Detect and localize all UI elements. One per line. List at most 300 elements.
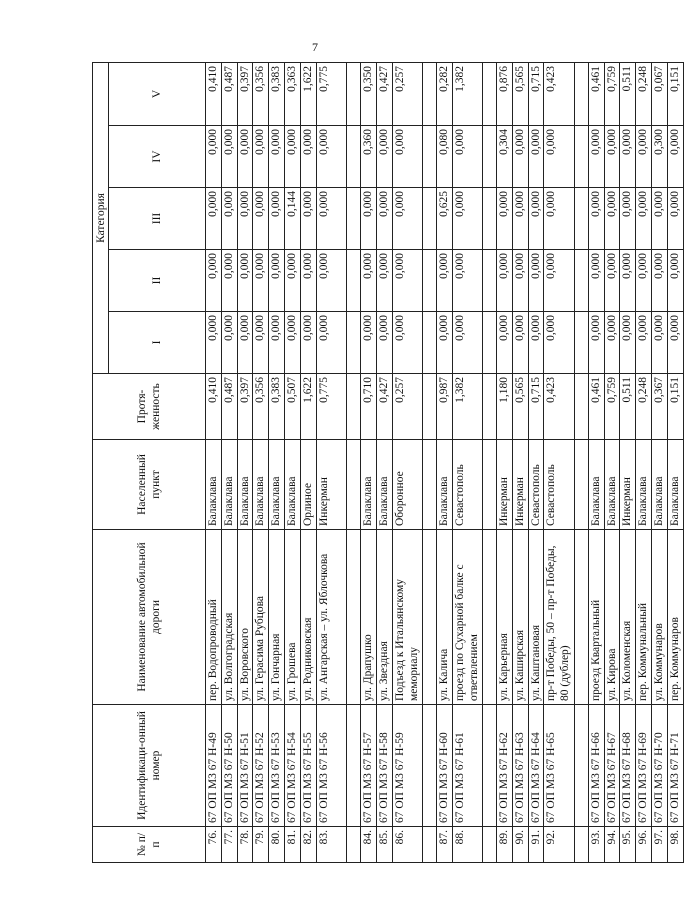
row-category-5: 0,350 — [360, 62, 376, 125]
table-row — [300, 62, 316, 862]
table-row — [620, 62, 636, 862]
row-category-3: 0,000 — [206, 188, 222, 250]
row-number: 86. — [392, 827, 423, 863]
row-category-2: 0,000 — [360, 250, 376, 312]
row-road-name: пер. Водопроводный — [206, 530, 222, 705]
row-settlement: Инкерман — [620, 440, 636, 530]
row-category-4: 0,000 — [544, 126, 575, 188]
row-category-2: 0,000 — [316, 250, 347, 312]
row-number: 84. — [360, 827, 376, 863]
row-category-5: 1,382 — [452, 62, 483, 125]
row-road-name: ул. Драпушко — [360, 530, 376, 705]
row-category-3: 0,000 — [376, 188, 392, 250]
row-road-name: ул. Гончарная — [269, 530, 285, 705]
spacer-cell — [483, 440, 497, 530]
row-number: 97. — [652, 827, 668, 863]
row-number: 91. — [528, 827, 544, 863]
row-category-3: 0,000 — [667, 188, 683, 250]
row-category-4: 0,000 — [300, 126, 316, 188]
row-length: 0,397 — [237, 374, 253, 440]
row-category-1: 0,000 — [512, 312, 528, 374]
row-category-4: 0,000 — [528, 126, 544, 188]
row-settlement: Севастополь — [528, 440, 544, 530]
row-category-5: 0,410 — [206, 62, 222, 125]
row-road-name: ул. Коммунаров — [652, 530, 668, 705]
row-length: 0,410 — [206, 374, 222, 440]
row-settlement: Орлиное — [300, 440, 316, 530]
table-header — [93, 62, 206, 862]
row-category-2: 0,000 — [221, 250, 237, 312]
row-id: 67 ОП М3 67 Н-52 — [253, 705, 269, 827]
row-category-1: 0,000 — [285, 312, 301, 374]
row-category-1: 0,000 — [392, 312, 423, 374]
row-category-3: 0,144 — [285, 188, 301, 250]
row-length: 0,367 — [652, 374, 668, 440]
header-cat-4: IV — [109, 126, 206, 188]
spacer-cell — [575, 374, 589, 440]
spacer-cell — [423, 62, 437, 125]
row-number: 82. — [300, 827, 316, 863]
row-length: 0,427 — [376, 374, 392, 440]
spacer-cell — [575, 312, 589, 374]
row-id: 67 ОП М3 67 Н-57 — [360, 705, 376, 827]
row-category-2: 0,000 — [206, 250, 222, 312]
row-category-4: 0,300 — [652, 126, 668, 188]
row-category-2: 0,000 — [652, 250, 668, 312]
group-spacer — [347, 62, 361, 862]
row-category-3: 0,000 — [221, 188, 237, 250]
spacer-cell — [483, 705, 497, 827]
row-length: 0,257 — [392, 374, 423, 440]
header-cat-3: III — [109, 188, 206, 250]
row-category-3: 0,000 — [588, 188, 604, 250]
row-category-3: 0,000 — [269, 188, 285, 250]
row-category-5: 1,622 — [300, 62, 316, 125]
row-category-1: 0,000 — [528, 312, 544, 374]
row-category-2: 0,000 — [436, 250, 452, 312]
row-category-5: 0,356 — [253, 62, 269, 125]
header-cat-2: II — [109, 250, 206, 312]
table-row — [316, 62, 347, 862]
row-category-1: 0,000 — [652, 312, 668, 374]
row-number: 76. — [206, 827, 222, 863]
row-category-2: 0,000 — [237, 250, 253, 312]
row-settlement: Балаклава — [285, 440, 301, 530]
row-category-1: 0,000 — [436, 312, 452, 374]
row-category-1: 0,000 — [221, 312, 237, 374]
row-category-5: 0,427 — [376, 62, 392, 125]
spacer-cell — [483, 827, 497, 863]
row-length: 0,383 — [269, 374, 285, 440]
row-id: 67 ОП М3 67 Н-53 — [269, 705, 285, 827]
row-category-1: 0,000 — [620, 312, 636, 374]
row-category-4: 0,000 — [285, 126, 301, 188]
spacer-cell — [483, 126, 497, 188]
row-category-1: 0,000 — [253, 312, 269, 374]
spacer-cell — [483, 188, 497, 250]
row-category-4: 0,000 — [604, 126, 620, 188]
spacer-cell — [423, 126, 437, 188]
spacer-cell — [347, 62, 361, 125]
row-id: 67 ОП М3 67 Н-67 — [604, 705, 620, 827]
table-row — [588, 62, 604, 862]
row-category-1: 0,000 — [269, 312, 285, 374]
row-category-3: 0,000 — [253, 188, 269, 250]
row-category-4: 0,000 — [269, 126, 285, 188]
row-category-1: 0,000 — [636, 312, 652, 374]
table-row — [497, 62, 513, 862]
row-settlement: Балаклава — [206, 440, 222, 530]
row-category-5: 0,565 — [512, 62, 528, 125]
row-category-2: 0,000 — [620, 250, 636, 312]
table-row — [652, 62, 668, 862]
row-id: 67 ОП М3 67 Н-58 — [376, 705, 392, 827]
row-category-3: 0,000 — [652, 188, 668, 250]
row-length: 1,382 — [452, 374, 483, 440]
row-road-name: пер. Коммунальный — [636, 530, 652, 705]
row-category-5: 0,282 — [436, 62, 452, 125]
table-row — [237, 62, 253, 862]
row-category-5: 0,257 — [392, 62, 423, 125]
row-settlement: Балаклава — [436, 440, 452, 530]
row-road-name: ул. Каширская — [512, 530, 528, 705]
row-length: 0,461 — [588, 374, 604, 440]
row-road-name: ул. Кирова — [604, 530, 620, 705]
row-category-2: 0,000 — [528, 250, 544, 312]
table-row — [360, 62, 376, 862]
table-row — [452, 62, 483, 862]
spacer-cell — [347, 250, 361, 312]
row-category-4: 0,000 — [620, 126, 636, 188]
row-settlement: Балаклава — [588, 440, 604, 530]
spacer-cell — [423, 530, 437, 705]
row-road-name: проезд по Сухарной балке с ответвлением — [452, 530, 483, 705]
spacer-cell — [423, 312, 437, 374]
row-category-4: 0,000 — [206, 126, 222, 188]
table-row — [604, 62, 620, 862]
row-settlement: Балаклава — [636, 440, 652, 530]
header-cat-5: V — [109, 62, 206, 125]
spacer-cell — [575, 62, 589, 125]
table-row — [667, 62, 683, 862]
table-row — [512, 62, 528, 862]
row-length: 0,248 — [636, 374, 652, 440]
row-category-1: 0,000 — [237, 312, 253, 374]
row-length: 0,759 — [604, 374, 620, 440]
row-length: 1,180 — [497, 374, 513, 440]
row-category-5: 0,775 — [316, 62, 347, 125]
group-spacer — [423, 62, 437, 862]
row-category-2: 0,000 — [636, 250, 652, 312]
row-length: 0,487 — [221, 374, 237, 440]
row-number: 94. — [604, 827, 620, 863]
row-number: 90. — [512, 827, 528, 863]
spacer-cell — [483, 312, 497, 374]
row-category-4: 0,080 — [436, 126, 452, 188]
row-road-name: ул. Волгоградская — [221, 530, 237, 705]
row-settlement: Балаклава — [667, 440, 683, 530]
row-number: 79. — [253, 827, 269, 863]
roads-table — [92, 62, 684, 863]
spacer-cell — [575, 530, 589, 705]
header-id: Идентификаци-онный номер — [93, 705, 206, 827]
header-name: Наименование автомобильной дороги — [93, 530, 206, 705]
row-id: 67 ОП М3 67 Н-61 — [452, 705, 483, 827]
spacer-cell — [423, 374, 437, 440]
row-road-name: пр-т Победы, 50 – пр-т Победы, 80 (дублер) — [544, 530, 575, 705]
row-id: 67 ОП М3 67 Н-63 — [512, 705, 528, 827]
row-category-4: 0,000 — [221, 126, 237, 188]
table-row — [528, 62, 544, 862]
row-category-1: 0,000 — [316, 312, 347, 374]
row-category-2: 0,000 — [300, 250, 316, 312]
table-row — [206, 62, 222, 862]
row-settlement: Инкерман — [497, 440, 513, 530]
row-number: 85. — [376, 827, 392, 863]
row-number: 77. — [221, 827, 237, 863]
row-category-1: 0,000 — [497, 312, 513, 374]
row-category-2: 0,000 — [588, 250, 604, 312]
row-length: 0,715 — [528, 374, 544, 440]
row-number: 81. — [285, 827, 301, 863]
row-id: 67 ОП М3 67 Н-65 — [544, 705, 575, 827]
row-category-3: 0,000 — [512, 188, 528, 250]
row-category-5: 0,487 — [221, 62, 237, 125]
row-category-2: 0,000 — [376, 250, 392, 312]
row-road-name: проезд Квартальный — [588, 530, 604, 705]
header-no: № п/п — [93, 827, 206, 863]
row-category-1: 0,000 — [360, 312, 376, 374]
row-settlement: Балаклава — [604, 440, 620, 530]
row-id: 67 ОП М3 67 Н-68 — [620, 705, 636, 827]
row-id: 67 ОП М3 67 Н-54 — [285, 705, 301, 827]
row-category-2: 0,000 — [269, 250, 285, 312]
row-id: 67 ОП М3 67 Н-69 — [636, 705, 652, 827]
row-id: 67 ОП М3 67 Н-66 — [588, 705, 604, 827]
row-category-5: 0,151 — [667, 62, 683, 125]
row-road-name: ул. Звездная — [376, 530, 392, 705]
row-category-4: 0,000 — [512, 126, 528, 188]
row-category-3: 0,000 — [452, 188, 483, 250]
row-category-4: 0,360 — [360, 126, 376, 188]
row-id: 67 ОП М3 67 Н-62 — [497, 705, 513, 827]
group-spacer — [575, 62, 589, 862]
row-category-5: 0,248 — [636, 62, 652, 125]
spacer-cell — [347, 440, 361, 530]
header-length: Протя-женность — [93, 374, 206, 440]
row-id: 67 ОП М3 67 Н-59 — [392, 705, 423, 827]
row-id: 67 ОП М3 67 Н-49 — [206, 705, 222, 827]
spacer-cell — [347, 827, 361, 863]
row-settlement: Инкерман — [512, 440, 528, 530]
spacer-cell — [575, 188, 589, 250]
row-category-1: 0,000 — [452, 312, 483, 374]
row-category-3: 0,000 — [300, 188, 316, 250]
row-settlement: Инкерман — [316, 440, 347, 530]
row-category-2: 0,000 — [452, 250, 483, 312]
table-row — [285, 62, 301, 862]
row-number: 98. — [667, 827, 683, 863]
row-settlement: Севастополь — [452, 440, 483, 530]
spacer-cell — [423, 705, 437, 827]
row-category-5: 0,876 — [497, 62, 513, 125]
spacer-cell — [483, 250, 497, 312]
spacer-cell — [575, 250, 589, 312]
spacer-cell — [423, 440, 437, 530]
row-category-3: 0,000 — [497, 188, 513, 250]
spacer-cell — [423, 188, 437, 250]
row-length: 0,423 — [544, 374, 575, 440]
row-id: 67 ОП М3 67 Н-70 — [652, 705, 668, 827]
row-category-2: 0,000 — [544, 250, 575, 312]
row-category-3: 0,000 — [316, 188, 347, 250]
table-row — [376, 62, 392, 862]
row-category-3: 0,000 — [636, 188, 652, 250]
row-settlement: Балаклава — [376, 440, 392, 530]
row-number: 83. — [316, 827, 347, 863]
row-number: 78. — [237, 827, 253, 863]
row-road-name: ул. Калича — [436, 530, 452, 705]
spacer-cell — [483, 530, 497, 705]
row-category-1: 0,000 — [300, 312, 316, 374]
row-road-name: ул. Родниковская — [300, 530, 316, 705]
spacer-cell — [483, 374, 497, 440]
row-category-3: 0,000 — [237, 188, 253, 250]
row-road-name: ул. Воровского — [237, 530, 253, 705]
row-category-3: 0,625 — [436, 188, 452, 250]
row-road-name: пер. Коммунаров — [667, 530, 683, 705]
row-number: 88. — [452, 827, 483, 863]
row-category-4: 0,000 — [392, 126, 423, 188]
row-length: 0,356 — [253, 374, 269, 440]
table-body — [206, 62, 684, 862]
spacer-cell — [575, 440, 589, 530]
row-number: 92. — [544, 827, 575, 863]
row-length: 0,507 — [285, 374, 301, 440]
row-road-name: ул. Каштановая — [528, 530, 544, 705]
row-category-4: 0,000 — [237, 126, 253, 188]
row-category-3: 0,000 — [604, 188, 620, 250]
table-row — [269, 62, 285, 862]
row-road-name: ул. Грошева — [285, 530, 301, 705]
row-length: 0,565 — [512, 374, 528, 440]
spacer-cell — [423, 250, 437, 312]
header-category: Категория — [93, 62, 109, 373]
row-category-2: 0,000 — [285, 250, 301, 312]
spacer-cell — [347, 188, 361, 250]
spacer-cell — [347, 126, 361, 188]
row-category-1: 0,000 — [376, 312, 392, 374]
row-category-4: 0,000 — [667, 126, 683, 188]
row-settlement: Севастополь — [544, 440, 575, 530]
row-number: 87. — [436, 827, 452, 863]
row-category-2: 0,000 — [512, 250, 528, 312]
table-row — [544, 62, 575, 862]
table-row — [221, 62, 237, 862]
row-id: 67 ОП М3 67 Н-71 — [667, 705, 683, 827]
row-category-5: 0,423 — [544, 62, 575, 125]
row-number: 96. — [636, 827, 652, 863]
row-length: 0,511 — [620, 374, 636, 440]
row-number: 89. — [497, 827, 513, 863]
row-category-5: 0,363 — [285, 62, 301, 125]
row-category-3: 0,000 — [620, 188, 636, 250]
row-category-5: 0,511 — [620, 62, 636, 125]
row-road-name: ул. Карьерная — [497, 530, 513, 705]
row-settlement: Оборонное — [392, 440, 423, 530]
row-category-4: 0,000 — [316, 126, 347, 188]
row-category-4: 0,000 — [636, 126, 652, 188]
row-number: 95. — [620, 827, 636, 863]
spacer-cell — [347, 705, 361, 827]
row-number: 80. — [269, 827, 285, 863]
row-id: 67 ОП М3 67 Н-60 — [436, 705, 452, 827]
row-id: 67 ОП М3 67 Н-50 — [221, 705, 237, 827]
row-category-3: 0,000 — [392, 188, 423, 250]
spacer-cell — [575, 827, 589, 863]
row-length: 0,710 — [360, 374, 376, 440]
row-road-name: ул. Герасима Рубцова — [253, 530, 269, 705]
row-category-5: 0,397 — [237, 62, 253, 125]
table-row — [392, 62, 423, 862]
spacer-cell — [347, 374, 361, 440]
row-number: 93. — [588, 827, 604, 863]
row-category-2: 0,000 — [667, 250, 683, 312]
row-settlement: Балаклава — [652, 440, 668, 530]
spacer-cell — [575, 705, 589, 827]
row-category-2: 0,000 — [253, 250, 269, 312]
row-category-4: 0,304 — [497, 126, 513, 188]
group-spacer — [483, 62, 497, 862]
row-category-1: 0,000 — [604, 312, 620, 374]
spacer-cell — [483, 62, 497, 125]
row-length: 0,987 — [436, 374, 452, 440]
row-category-2: 0,000 — [604, 250, 620, 312]
row-category-4: 0,000 — [253, 126, 269, 188]
row-id: 67 ОП М3 67 Н-56 — [316, 705, 347, 827]
table-row — [436, 62, 452, 862]
row-category-2: 0,000 — [392, 250, 423, 312]
row-settlement: Балаклава — [253, 440, 269, 530]
row-category-3: 0,000 — [528, 188, 544, 250]
row-settlement: Балаклава — [221, 440, 237, 530]
spacer-cell — [423, 827, 437, 863]
row-category-1: 0,000 — [544, 312, 575, 374]
row-category-5: 0,383 — [269, 62, 285, 125]
row-settlement: Балаклава — [269, 440, 285, 530]
page-number: 7 — [312, 40, 318, 54]
row-category-1: 0,000 — [206, 312, 222, 374]
header-cat-1: I — [109, 312, 206, 374]
row-settlement: Балаклава — [237, 440, 253, 530]
table-row — [636, 62, 652, 862]
table-row — [253, 62, 269, 862]
row-category-1: 0,000 — [588, 312, 604, 374]
row-category-3: 0,000 — [360, 188, 376, 250]
row-category-1: 0,000 — [667, 312, 683, 374]
row-length: 1,622 — [300, 374, 316, 440]
rotated-table-wrapper — [92, 63, 681, 863]
row-id: 67 ОП М3 67 Н-51 — [237, 705, 253, 827]
spacer-cell — [347, 530, 361, 705]
row-category-3: 0,000 — [544, 188, 575, 250]
row-road-name: ул. Ангарская – ул. Яблочкова — [316, 530, 347, 705]
row-category-5: 0,715 — [528, 62, 544, 125]
row-category-2: 0,000 — [497, 250, 513, 312]
header-place: Населенный пункт — [93, 440, 206, 530]
row-road-name: Подъезд к Итальянскому мемориалу — [392, 530, 423, 705]
row-category-5: 0,461 — [588, 62, 604, 125]
